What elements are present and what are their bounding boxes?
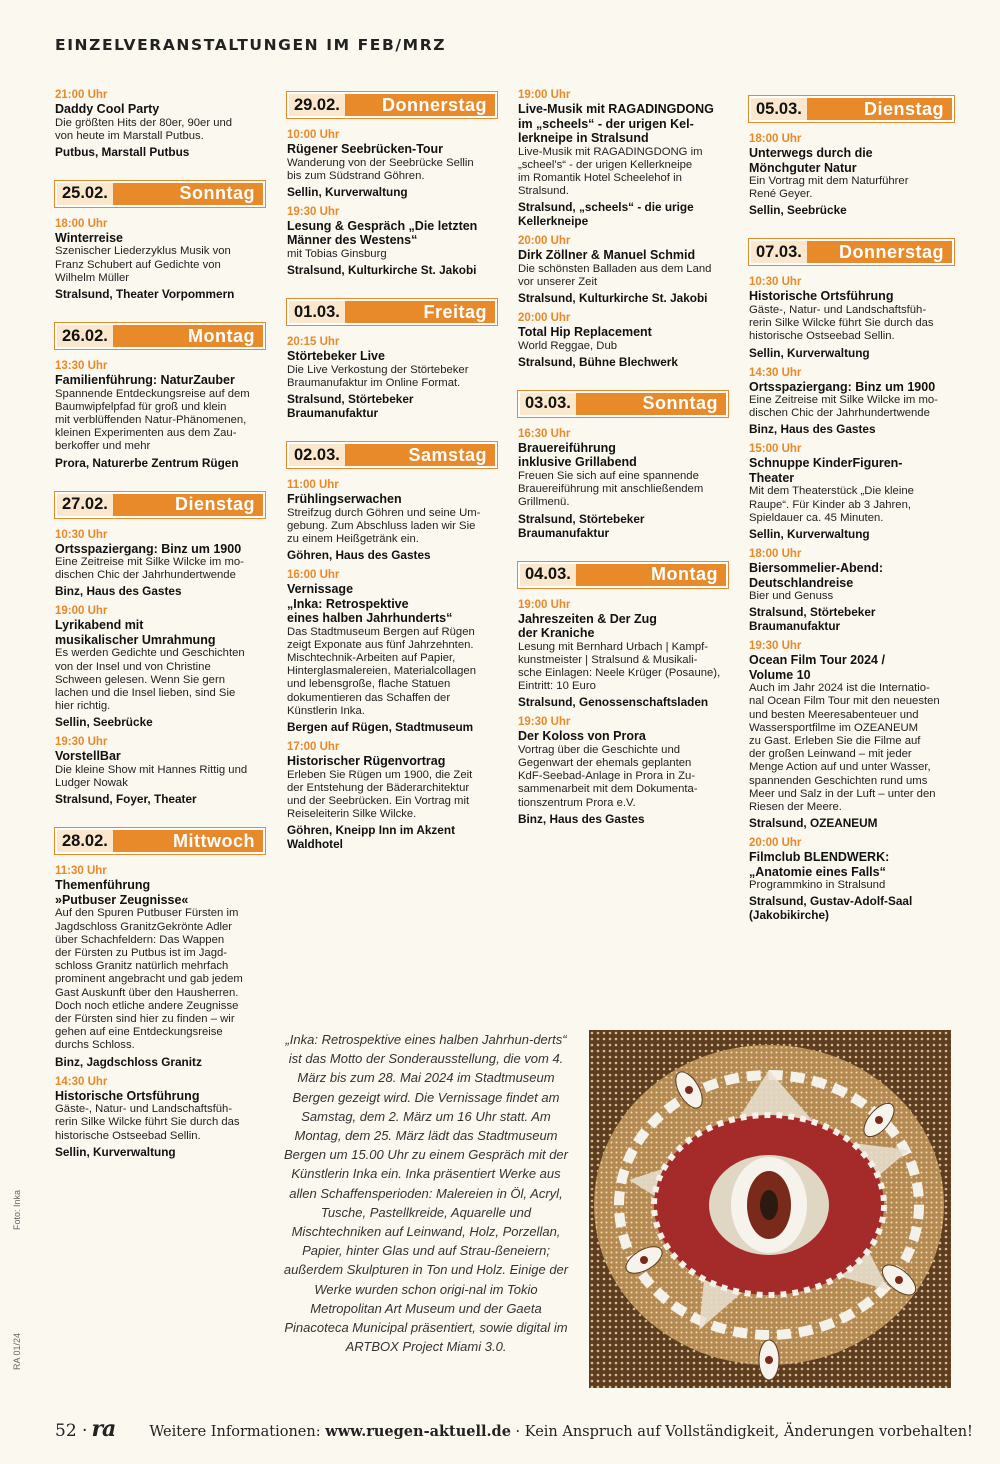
event-item <box>749 547 954 633</box>
event-title: Historische Ortsführung <box>749 289 894 304</box>
event-title: VorstellBar <box>55 749 121 764</box>
day-name: Mittwoch <box>173 830 255 851</box>
day-name: Sonntag <box>179 183 255 204</box>
schedule-column-1 <box>55 88 265 1181</box>
day-block <box>55 181 265 301</box>
event-location: Bergen auf Rügen, Stadtmuseum <box>287 720 474 735</box>
event-time: 16:30 Uhr <box>518 427 571 440</box>
day-date: 27.02. <box>57 494 113 516</box>
day-date: 04.03. <box>520 564 576 586</box>
event-time: 20:00 Uhr <box>749 837 802 850</box>
day-header <box>518 391 728 417</box>
event-item <box>518 715 728 826</box>
page-heading: EINZELVERANSTALTUNGEN IM FEB/MRZ <box>55 36 447 54</box>
event-time: 19:00 Uhr <box>55 605 108 618</box>
event-title: Rügener Seebrücken-Tour <box>287 142 444 156</box>
event-item <box>749 275 954 359</box>
event-location: Binz, Haus des Gastes <box>55 584 182 599</box>
event-title: Jahreszeiten & Der Zug der Kraniche <box>518 611 657 641</box>
day-block <box>749 239 954 922</box>
event-location: Stralsund, Kulturkirche St. Jakobi <box>518 291 708 306</box>
event-item <box>749 132 954 217</box>
day-header <box>55 181 265 207</box>
day-block <box>518 391 728 540</box>
event-time: 19:30 Uhr <box>518 716 571 729</box>
event-description: Wanderung von der Seebrücke Sellin bis zum Südstrand Göhren. <box>287 156 474 182</box>
day-block <box>518 88 728 369</box>
page-footer <box>55 1416 973 1442</box>
day-name: Montag <box>188 325 255 346</box>
event-description: Auch im Jahr 2024 ist die Internatio- nal Ocean Film Tour mit den neuesten und besten Meeresabenteuer und Wassersportfilme im OZEANEUM zu Gast. Erleben Sie die Filme auf der großen Leinwand – mit jeder Menge Action auf und unter Wasser, spannenden Geschichten rund ums Meer und Salz in der Luft – unter den Riesen der Meere. <box>749 682 940 814</box>
event-title: Unterwegs durch die Mönchguter Natur <box>749 146 873 175</box>
event-title: Störtebeker Live <box>287 349 385 364</box>
event-time: 19:30 Uhr <box>55 736 108 749</box>
event-title: Dirk Zöllner & Manuel Schmid <box>518 248 696 263</box>
event-location: Stralsund, OZEANEUM <box>749 816 878 831</box>
event-location: Stralsund, Kulturkirche St. Jakobi <box>287 263 477 278</box>
day-header <box>287 442 497 468</box>
issue-mark: RA 01/24 <box>12 1332 22 1370</box>
event-item <box>55 604 265 729</box>
day-date: 03.03. <box>520 393 576 415</box>
day-block <box>518 562 728 826</box>
event-description: Streifzug durch Göhren und seine Um- gebung. Zum Abschluss laden wir Sie zu einem Heißgetränk ein. <box>287 506 481 545</box>
event-description: Die schönsten Balladen aus dem Land vor unserer Zeit <box>518 262 712 289</box>
day-name: Dienstag <box>863 98 944 119</box>
day-date: 02.03. <box>289 444 345 466</box>
event-location: Sellin, Kurverwaltung <box>749 527 870 542</box>
event-description: Die kleine Show mit Hannes Rittig und Ludger Nowak <box>55 763 248 790</box>
event-title: Schnuppe KinderFiguren- Theater <box>749 456 903 485</box>
event-item <box>749 366 954 437</box>
event-description: Das Stadtmuseum Bergen auf Rügen zeigt Exponate aus fünf Jahrzehnten. Mischtechnik-Arbeiten auf Papier, Hinterglasmalereien, Materialcollagen und lebensgroße, flache Statuen dokumentieren das Schaffen der Künstlerin Inka. <box>287 625 477 717</box>
day-name: Donnerstag <box>381 94 487 115</box>
event-item <box>518 598 728 710</box>
brand-logo: ra <box>91 1416 116 1442</box>
event-description: Erleben Sie Rügen um 1900, die Zeit der Entstehung der Bäderarchitektur und der Seebrücken. Ein Vortrag mit Reiseleiterin Silke Wilcke. <box>287 768 473 821</box>
event-description: Spannende Entdeckungsreise auf dem Baumwipfelpfad für groß und klein mit verblüffenden Natur-Phänomenen, kleinen Experimenten aus dem Zau- berkoffer und mehr <box>55 387 250 453</box>
event-location: Putbus, Marstall Putbus <box>55 144 190 159</box>
artwork-image <box>589 1030 951 1388</box>
event-item <box>55 88 265 159</box>
exhibition-caption: „Inka: Retrospektive eines halben Jahrhun-derts“ ist das Motto der Sonderausstellung, die vom 4. März bis zum 28. Mai 2024 im Stadtmuseum Bergen gezeigt wird. Die Vernissage findet am Samstag, dem 2. März um 16 Uhr statt. Am Montag, dem 25. März lädt das Stadtmuseum Bergen um 15.00 Uhr zu einem Gespräch mit der Künstlerin Inka ein. Inka präsentiert Werke aus allen Schaffensperioden: Malereien in Öl, Acryl, Tusche, Pastellkreide, Aquarelle und Mischtechniken auf Leinwand, Holz, Porzellan, Papier, hinter Glas und auf Strau-ßeneiern; außerdem Skulpturen in Ton und Holz. Einige der Werke wurden schon origi-nal im Tokio Metropolitan Art Museum und der Gaeta Pinacoteca Municipal präsentiert, sowie digital im ARTBOX Project Miami 3.0. <box>283 1032 569 1355</box>
event-title: Ortsspaziergang: Binz um 1900 <box>749 379 936 394</box>
event-item <box>55 528 265 599</box>
event-location: Sellin, Kurverwaltung <box>55 1144 176 1159</box>
event-description: Programmkino in Stralsund <box>749 879 886 892</box>
event-location: Prora, Naturerbe Zentrum Rügen <box>55 455 239 470</box>
event-time: 11:30 Uhr <box>55 865 107 878</box>
event-time: 14:30 Uhr <box>55 1075 108 1088</box>
event-location: Sellin, Seebrücke <box>749 203 847 218</box>
event-time: 17:00 Uhr <box>287 741 340 754</box>
event-location: Göhren, Kneipp Inn im Akzent Waldhotel <box>287 823 456 852</box>
event-item <box>55 735 265 806</box>
event-location: Binz, Haus des Gastes <box>749 422 876 437</box>
event-location: Sellin, Seebrücke <box>55 715 153 730</box>
day-header <box>287 299 497 325</box>
event-item <box>55 359 265 470</box>
day-header <box>55 492 265 518</box>
day-block <box>55 88 265 159</box>
day-date: 26.02. <box>57 325 113 347</box>
event-time: 19:30 Uhr <box>287 205 340 218</box>
schedule-column-4 <box>749 96 954 944</box>
schedule-column-3 <box>518 88 728 848</box>
event-location: Stralsund, Störtebeker Braumanufaktur <box>749 605 876 634</box>
event-location: Göhren, Haus des Gastes <box>287 548 431 563</box>
event-time: 19:00 Uhr <box>518 89 571 101</box>
day-block <box>55 828 265 1158</box>
day-name: Donnerstag <box>838 241 944 262</box>
event-time: 18:00 Uhr <box>749 548 802 561</box>
day-date: 29.02. <box>289 94 345 116</box>
event-title: Total Hip Replacement <box>518 325 652 340</box>
event-description: Eine Zeitreise mit Silke Wilcke im mo- dischen Chic der Jahrhundertwende <box>55 556 244 582</box>
event-title: Lyrikabend mit musikalischer Umrahmung <box>55 618 216 647</box>
event-location: Sellin, Kurverwaltung <box>749 345 870 360</box>
day-header <box>55 828 265 854</box>
event-item <box>749 639 954 830</box>
event-title: Familienführung: NaturZauber <box>55 373 235 388</box>
event-location: Binz, Haus des Gastes <box>518 811 645 826</box>
day-block <box>287 92 497 277</box>
event-description: Bier und Genuss <box>749 590 834 603</box>
event-location: Stralsund, Theater Vorpommern <box>55 287 235 302</box>
day-block <box>55 323 265 470</box>
event-description: Szenischer Liederzyklus Musik von Franz Schubert auf Gedichte von Wilhelm Müller <box>55 245 231 284</box>
event-title: Historische Ortsführung <box>55 1088 200 1103</box>
event-description: Lesung mit Bernhard Urbach | Kampf- kunstmeister | Stralsund & Musikali- sche Einlagen: Neele Krüger (Posaune), Eintritt: 10 Euro <box>518 640 721 693</box>
event-time: 15:00 Uhr <box>749 443 802 456</box>
footer-info-suffix: · Kein Anspruch auf Vollständigkeit, Änderungen vorbehalten! <box>510 1424 973 1440</box>
event-description: mit Tobias Ginsburg <box>287 247 387 260</box>
event-description: Ein Vortrag mit dem Naturführer René Geyer. <box>749 175 909 201</box>
day-block <box>749 96 954 217</box>
event-description: Die größten Hits der 80er, 90er und von heute im Marstall Putbus. <box>55 116 233 142</box>
event-description: Live-Musik mit RAGADINGDONG im „scheel's“ - der urigen Kellerkneipe im Romantik Hotel Scheelehof in Stralsund. <box>518 145 703 198</box>
day-header <box>518 562 728 588</box>
day-name: Montag <box>651 564 718 585</box>
event-time: 13:30 Uhr <box>55 360 108 373</box>
day-block <box>55 492 265 807</box>
schedule-column-2 <box>287 92 497 873</box>
event-time: 19:00 Uhr <box>518 598 571 611</box>
event-time: 20:15 Uhr <box>287 336 340 349</box>
day-name: Dienstag <box>174 494 255 515</box>
event-title: Ocean Film Tour 2024 / Volume 10 <box>749 653 885 682</box>
event-item <box>518 88 728 228</box>
event-item <box>55 217 265 301</box>
event-item <box>749 442 954 541</box>
day-block <box>287 299 497 420</box>
event-time: 10:30 Uhr <box>749 276 802 289</box>
day-date: 01.03. <box>289 301 345 323</box>
event-title: Frühlingserwachen <box>287 492 402 507</box>
event-title: Daddy Cool Party <box>55 102 160 116</box>
event-location: Stralsund, Bühne Blechwerk <box>518 354 678 369</box>
event-time: 21:00 Uhr <box>55 89 108 101</box>
event-title: Winterreise <box>55 230 123 245</box>
event-description: Die Live Verkostung der Störtebeker Braumanufaktur im Online Format. <box>287 363 469 389</box>
event-time: 10:30 Uhr <box>55 528 108 541</box>
event-time: 18:00 Uhr <box>55 217 108 230</box>
event-description: Vortrag über die Geschichte und Gegenwart der ehemals geplanten KdF-Seebad-Anlage in Prora in Zu- sammenarbeit mit dem Dokumenta- tionszentrum Prora e.V. <box>518 743 698 809</box>
event-location: Stralsund, Genossenschaftsladen <box>518 695 709 710</box>
event-title: Themenführung »Putbuser Zeugnisse« <box>55 878 189 907</box>
event-time: 18:00 Uhr <box>749 133 802 145</box>
day-header <box>749 96 954 122</box>
day-name: Sonntag <box>642 393 718 414</box>
day-date: 05.03. <box>751 98 807 120</box>
event-description: Es werden Gedichte und Geschichten von der Insel und von Christine Schween gelesen. Wenn Sie gern lachen und die Insel lieben, sind Sie hier richtig. <box>55 647 245 713</box>
day-date: 07.03. <box>751 241 807 263</box>
event-description: Freuen Sie sich auf eine spannende Brauereiführung mit anschließendem Grillmenü. <box>518 469 704 509</box>
event-time: 19:30 Uhr <box>749 640 802 653</box>
day-date: 28.02. <box>57 830 113 852</box>
event-time: 11:00 Uhr <box>287 479 339 492</box>
photo-credit: Foto: Inka <box>12 1189 22 1230</box>
day-block <box>287 442 497 851</box>
event-location: Stralsund, Störtebeker Braumanufaktur <box>518 511 645 540</box>
artwork-painting <box>589 1030 951 1388</box>
event-title: Filmclub BLENDWERK: „Anatomie eines Falls“ <box>749 850 890 879</box>
event-title: Live-Musik mit RAGADINGDONG im „scheels“ - der urigen Kel- lerkneipe in Stralsund <box>518 102 714 145</box>
day-name: Samstag <box>408 444 487 465</box>
event-description: Eine Zeitreise mit Silke Wilcke im mo- dischen Chic der Jahrhundertwende <box>749 394 938 420</box>
event-time: 20:00 Uhr <box>518 235 571 248</box>
day-name: Freitag <box>423 301 487 322</box>
footer-info-prefix: Weitere Informationen: <box>149 1424 326 1440</box>
event-location: Stralsund, Störtebeker Braumanufaktur <box>287 392 414 421</box>
event-item <box>749 836 954 922</box>
event-item <box>518 234 728 305</box>
day-header <box>55 323 265 349</box>
event-item <box>287 335 497 420</box>
event-time: 16:00 Uhr <box>287 569 340 582</box>
event-description: World Reggae, Dub <box>518 339 618 352</box>
event-time: 14:30 Uhr <box>749 366 802 379</box>
event-location: Binz, Jagdschloss Granitz <box>55 1054 202 1069</box>
event-time: 10:00 Uhr <box>287 129 340 141</box>
event-item <box>518 311 728 369</box>
event-description: Auf den Spuren Putbuser Fürsten im Jagdschloss GranitzGekrönte Adler über Schachfeldern: Das Wappen der Fürsten zu Putbus ist im Jagd- schloss Granitz natürlich mehrfach prominent angebracht und gab jedem Gast Auskunft über den Hausherren. Doch noch etliche andere Zeugnisse der Fürsten sind hier zu finden – wir gehen auf eine Entdeckungsreise durchs Schloss. <box>55 907 243 1052</box>
event-title: Biersommelier-Abend: Deutschlandreise <box>749 561 884 590</box>
event-location: Stralsund, Gustav-Adolf-Saal (Jakobikirche) <box>749 894 913 923</box>
event-time: 20:00 Uhr <box>518 312 571 325</box>
day-header <box>749 239 954 265</box>
event-title: Vernissage „Inka: Retrospektive eines halben Jahrhunderts“ <box>287 582 453 626</box>
event-item <box>287 568 497 734</box>
event-item <box>55 1075 265 1159</box>
event-item <box>287 205 497 277</box>
event-item <box>287 740 497 851</box>
event-item <box>287 128 497 199</box>
event-location: Stralsund, Foyer, Theater <box>55 792 197 807</box>
event-location: Stralsund, „scheels“ - die urige Kellerkneipe <box>518 200 694 229</box>
event-description: Gäste-, Natur- und Landschaftsfüh- rerin Silke Wilcke führt Sie durch das historische Ostseebad Sellin. <box>749 303 934 343</box>
event-description: Gäste-, Natur- und Landschaftsfüh- rerin Silke Wilcke führt Sie durch das historische Ostseebad Sellin. <box>55 1103 240 1142</box>
event-title: Der Koloss von Prora <box>518 729 646 744</box>
event-item <box>287 478 497 562</box>
event-description: Mit dem Theaterstück „Die kleine Raupe“. Für Kinder ab 3 Jahren, Spieldauer ca. 45 Minuten. <box>749 485 914 524</box>
event-title: Ortsspaziergang: Binz um 1900 <box>55 541 242 556</box>
event-title: Historischer Rügenvortrag <box>287 754 446 769</box>
day-header <box>287 92 497 118</box>
event-location: Sellin, Kurverwaltung <box>287 184 408 199</box>
footer-info <box>149 1423 973 1440</box>
event-item <box>518 427 728 540</box>
event-title: Lesung & Gespräch „Die letzten Männer des Westens“ <box>287 218 478 248</box>
event-item <box>55 864 265 1068</box>
event-title: Brauereiführung inklusive Grillabend <box>518 440 637 470</box>
website-link[interactable]: www.ruegen-aktuell.de <box>325 1423 511 1440</box>
day-date: 25.02. <box>57 183 113 205</box>
page-number: 52 · <box>55 1421 88 1441</box>
